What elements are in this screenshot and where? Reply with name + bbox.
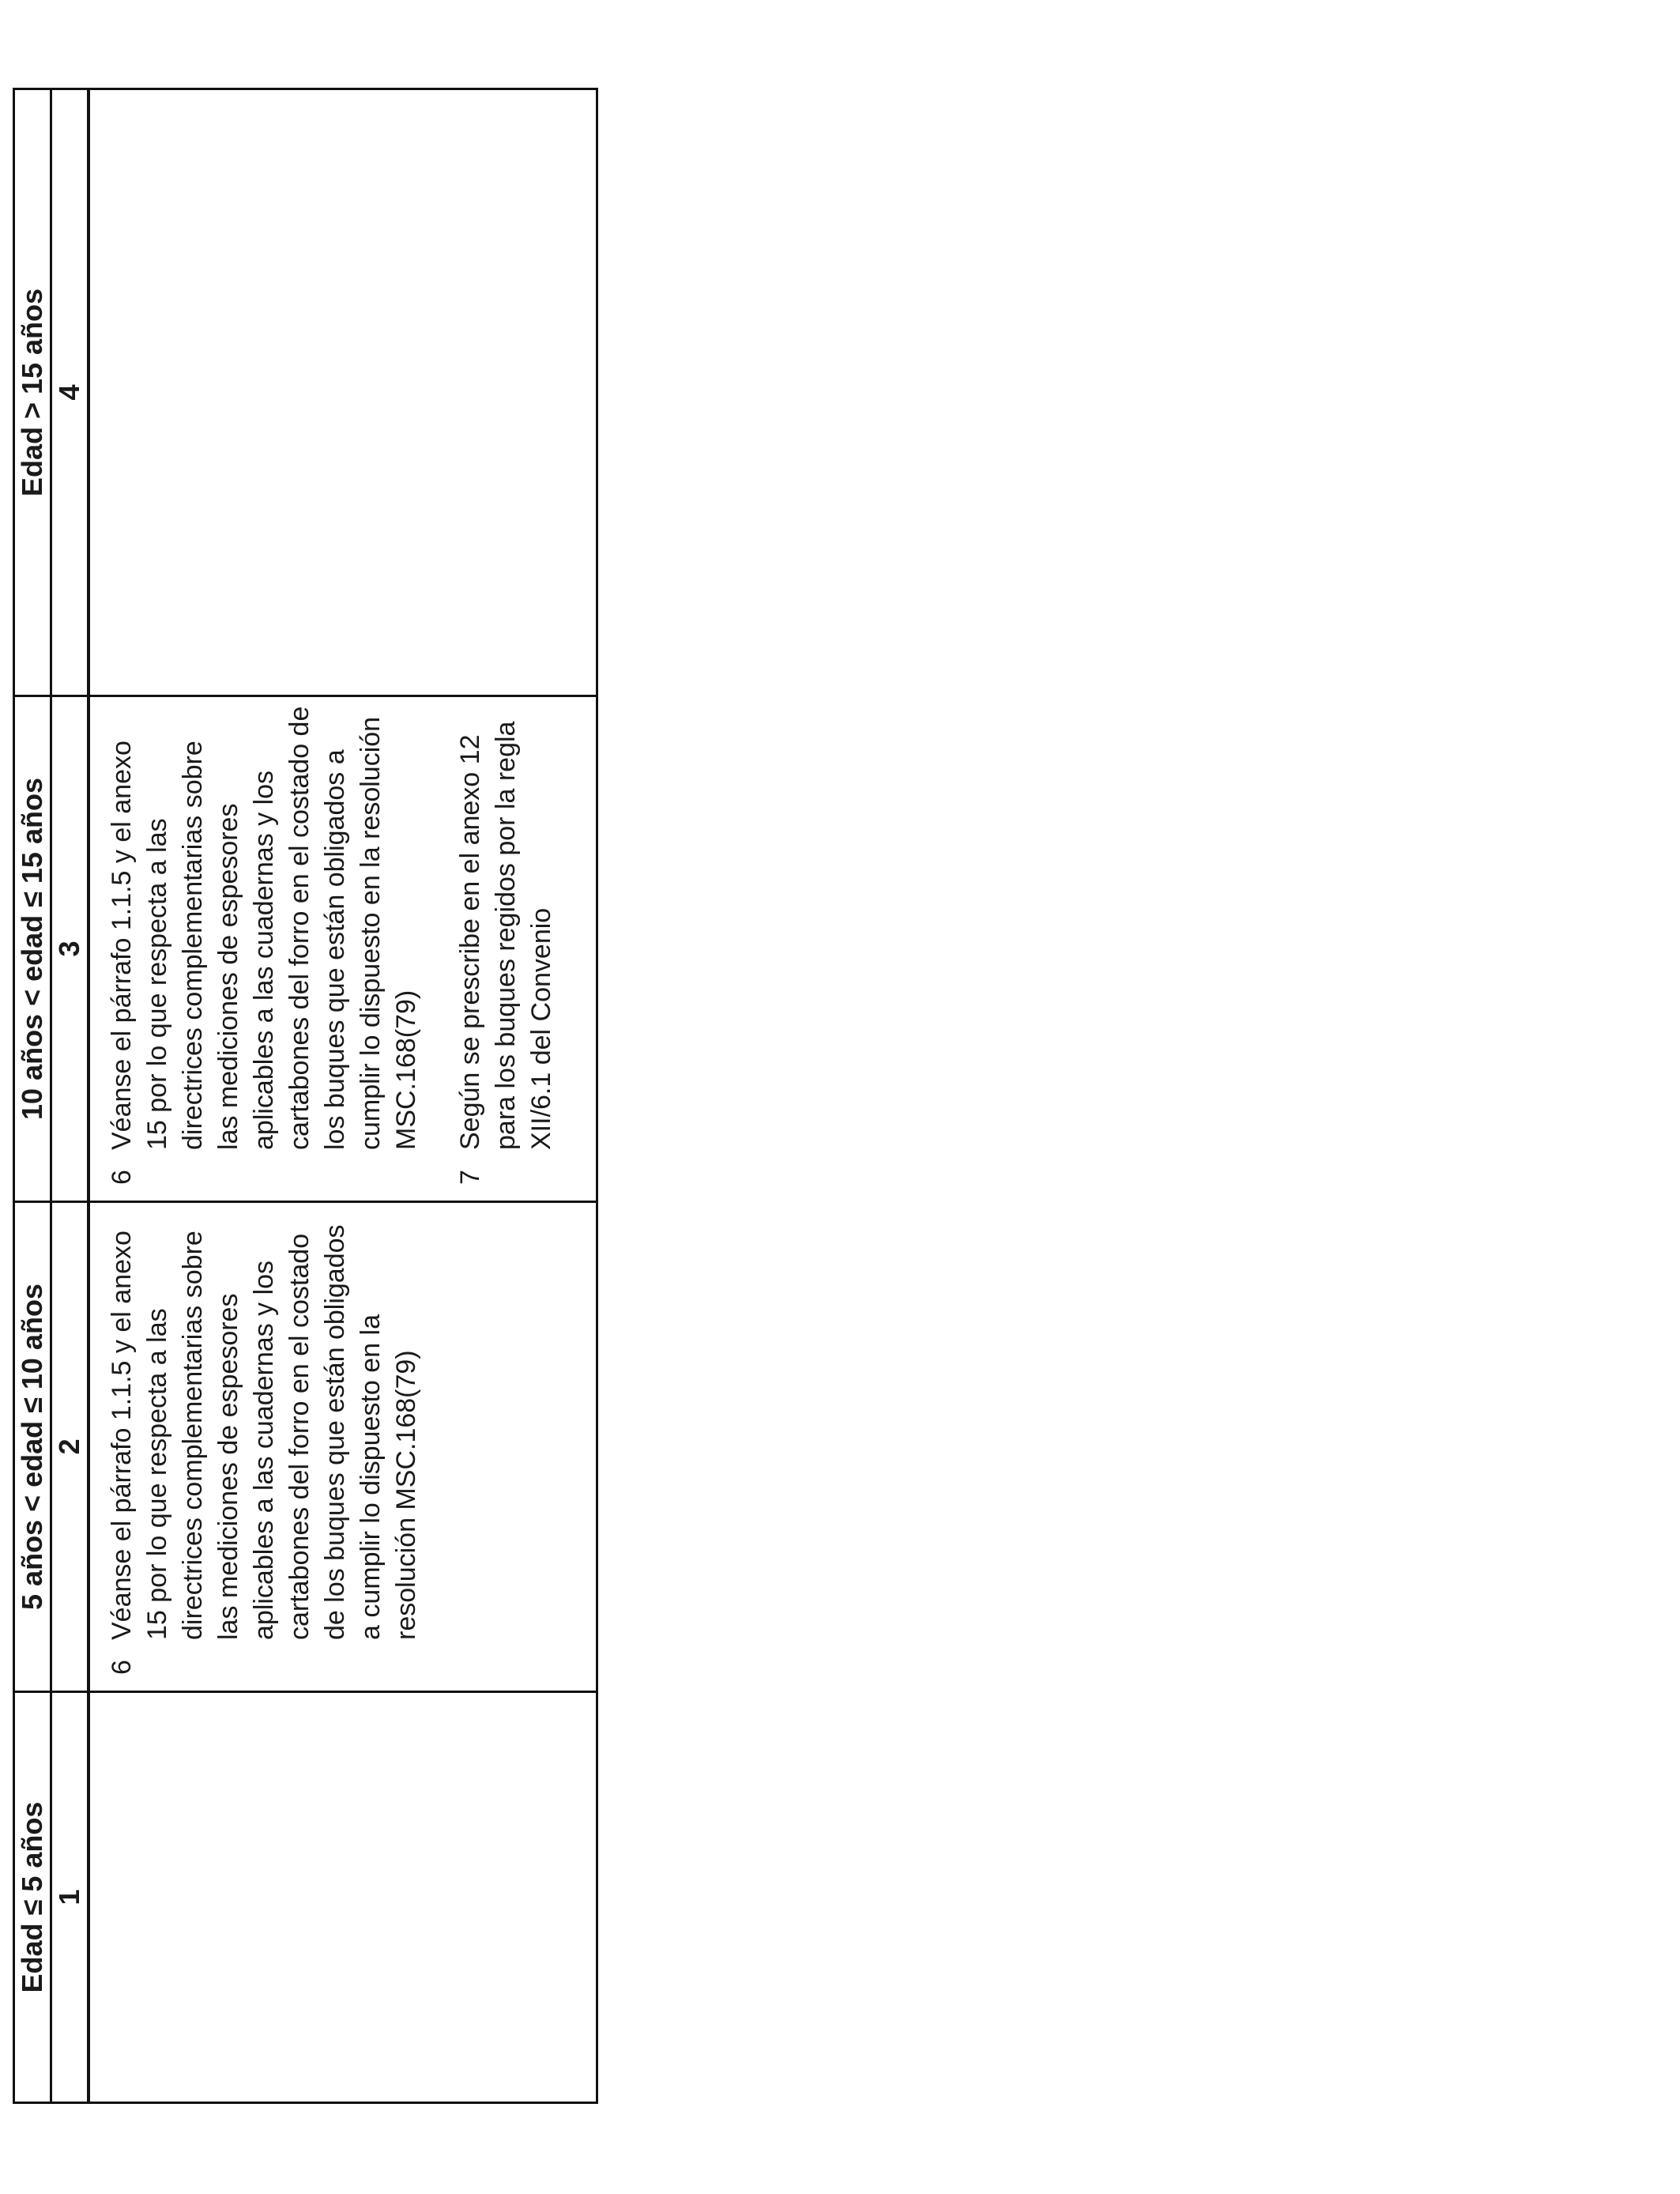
footnote-number: 6 [107, 1170, 137, 1185]
content-row [89, 89, 597, 2103]
column-heading-1: Edad ≤ 5 años [14, 1692, 51, 2103]
footnote-text: Véanse el párrafo 1.1.5 y el anexo 15 por lo que respecta a las directrices complementarias sobre las mediciones de espesores aplicables a las cuadernas y los cartabones del forro en el costado de los buques que están obligados a cumplir lo dispuesto en la resolución MSC.168(79) [107, 1224, 421, 1640]
column-heading-2: 5 años < edad ≤ 10 años [14, 1202, 51, 1692]
heading-row [14, 89, 51, 2103]
column-number-4: 4 [51, 89, 89, 696]
content-cell-3 [89, 696, 597, 1202]
footnote-number: 6 [107, 1660, 137, 1675]
rotated-table-container [13, 90, 598, 2104]
footnote-number: 7 [455, 1170, 485, 1185]
column-heading-4: Edad > 15 años [14, 89, 51, 696]
column-number-row [51, 89, 89, 2103]
footnote [104, 1211, 424, 1675]
column-heading-3: 10 años < edad ≤ 15 años [14, 696, 51, 1202]
footnote [453, 705, 559, 1185]
survey-age-table [13, 88, 598, 2104]
column-number-3: 3 [51, 696, 89, 1202]
content-cell-1 [89, 1692, 597, 2103]
footnote-text: Véanse el párrafo 1.1.5 y el anexo 15 por lo que respecta a las directrices complementarias sobre las mediciones de espesores aplicables a las cuadernas y los cartabones del forro en el costado de los buques que están obligados a cumplir lo dispuesto en la resolución MSC.168(79) [107, 706, 421, 1150]
content-cell-2 [89, 1202, 597, 1692]
column-number-2: 2 [51, 1202, 89, 1692]
footnote-text: Según se prescribe en el anexo 12 para los buques regidos por la regla XII/6.1 del Convenio [455, 721, 556, 1150]
footnote [104, 705, 424, 1185]
content-cell-4 [89, 89, 597, 696]
column-number-1: 1 [51, 1692, 89, 2103]
